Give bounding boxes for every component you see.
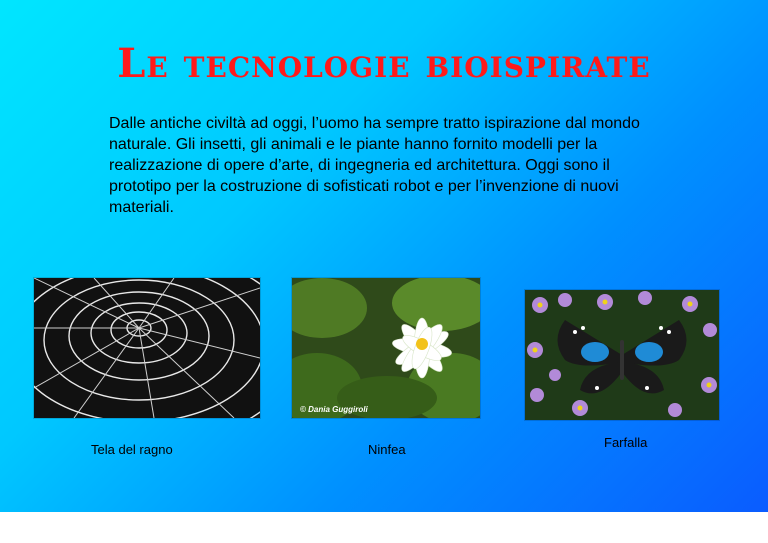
slide-title: Le tecnologie bioispirate (117, 40, 651, 87)
caption-butterfly: Farfalla (604, 435, 648, 450)
caption-spider-web: Tela del ragno (91, 442, 173, 457)
water-lily-photo (292, 278, 480, 418)
photo-credit: © Dania Guggiroli (300, 405, 368, 414)
spider-web-photo (34, 278, 260, 418)
intro-paragraph: Dalle antiche civiltà ad oggi, l’uomo ha sempre tratto ispirazione dal mondo naturale. Gli insetti, gli animali e le piante hanno fornito modelli per la realizzazione di opere d’arte, di ingegneria ed architettura. Oggi sono il prototipo per la costruzione di sofisticati robot e per l’invenzione di nuovi materiali. (109, 115, 640, 216)
butterfly-photo (525, 290, 719, 420)
caption-water-lily: Ninfea (368, 442, 406, 457)
